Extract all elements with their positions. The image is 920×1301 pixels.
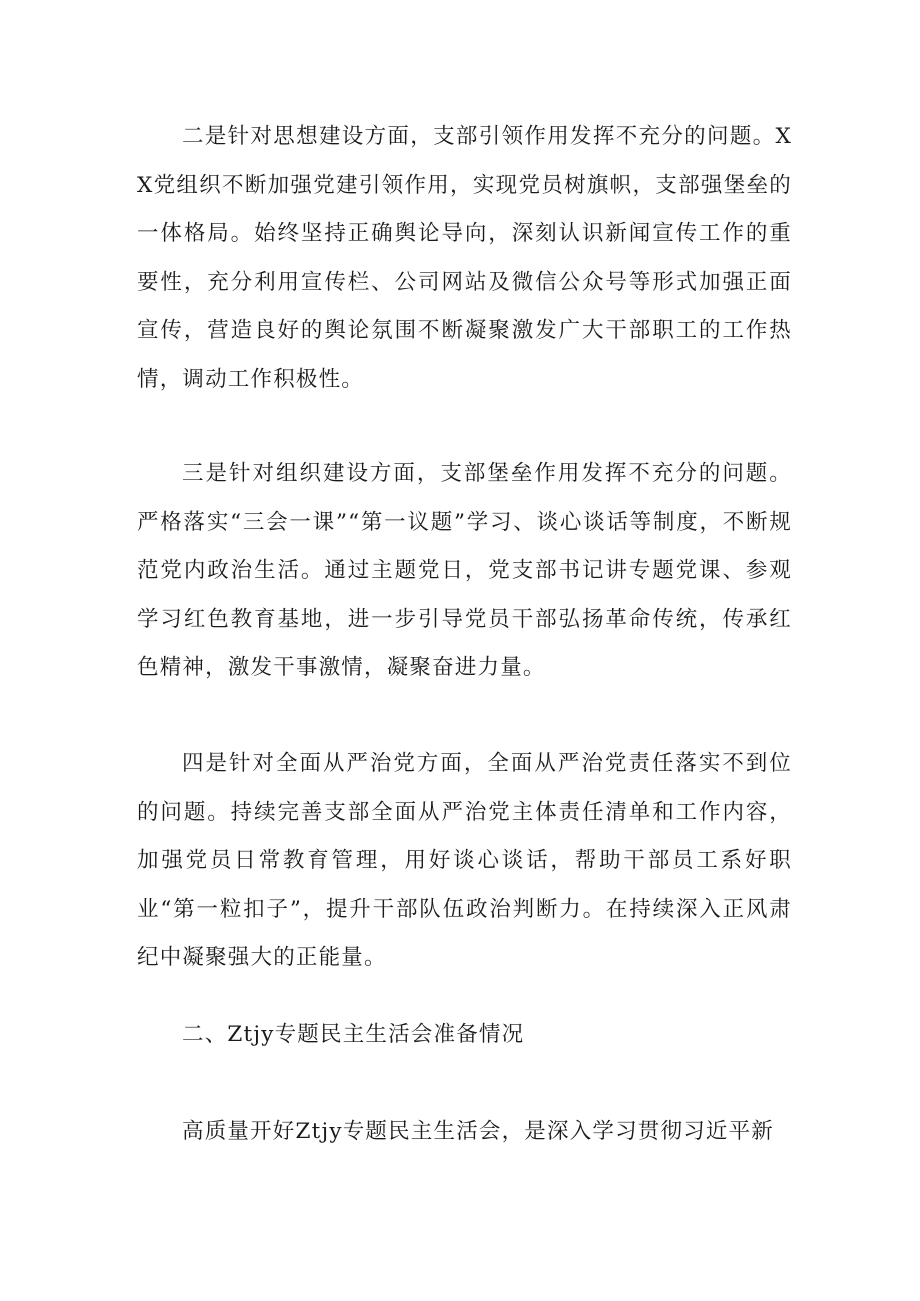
paragraph-party-discipline: 四是针对全面从严治党方面，全面从严治党责任落实不到位的问题。持续完善支部全面从严治党主体责任清单和工作内容，加强党员日常教育管理，用好谈心谈话，帮助干部员工系好职业“第一粒扣子”，提升干部队伍政治判断力。在持续深入正风肃纪中凝聚强大的正能量。 [137, 751, 792, 970]
section-heading: 二、Ztjy专题民主生活会准备情况 [182, 1022, 525, 1047]
paragraph-ideology: 二是针对思想建设方面，支部引领作用发挥不充分的问题。XX党组织不断加强党建引领作用，实现党员树旗帜，支部强堡垒的一体格局。始终坚持正确舆论导向，深刻认识新闻宣传工作的重要性，充分利用宣传栏、公司网站及微信公众号等形式加强正面宣传，营造良好的舆论氛围不断凝聚激发广大干部职工的工作热情，调动工作积极性。 [137, 124, 792, 392]
paragraph-organization: 三是针对组织建设方面，支部堡垒作用发挥不充分的问题。严格落实“三会一课”“第一议题”学习、谈心谈话等制度，不断规范党内政治生活。通过主题党日，党支部书记讲专题党课、参观学习红色教育基地，进一步引导党员干部弘扬革命传统，传承红色精神，激发干事激情，凝聚奋进力量。 [137, 461, 792, 680]
paragraph-meeting-intro: 高质量开好Ztjy专题民主生活会，是深入学习贯彻习近平新 [182, 1119, 774, 1144]
